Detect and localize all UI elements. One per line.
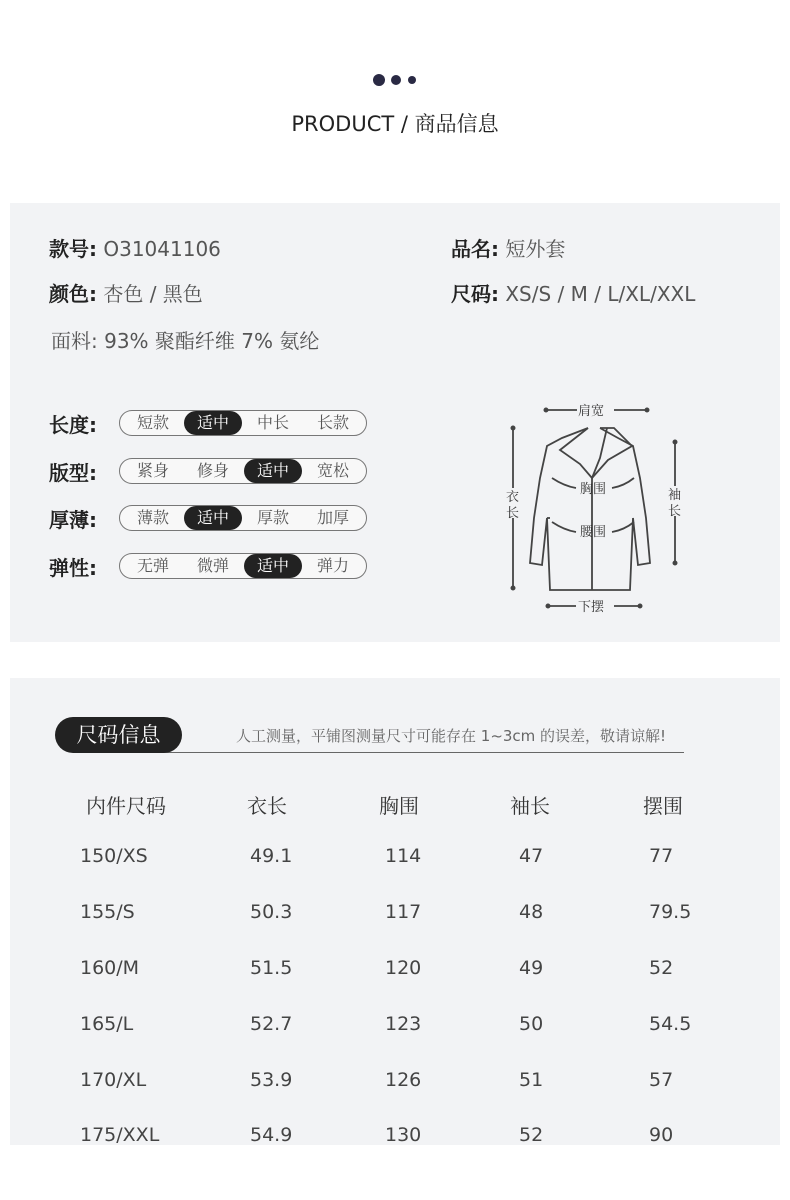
table-cell: 52.7 bbox=[250, 1013, 293, 1035]
table-cell: 77 bbox=[649, 845, 674, 867]
diagram-label-length-1: 衣 bbox=[506, 490, 520, 505]
attribute-label: 版型: bbox=[49, 461, 97, 485]
table-cell: 52 bbox=[649, 957, 674, 979]
table-cell: 114 bbox=[385, 845, 422, 867]
attribute-option-selected: 适中 bbox=[184, 506, 242, 530]
product-color: 颜色: 杏色 / 黑色 bbox=[49, 282, 203, 306]
table-cell: 160/M bbox=[80, 957, 140, 979]
table-header: 衣长 bbox=[247, 794, 287, 818]
attribute-scale bbox=[119, 505, 367, 531]
table-cell: 57 bbox=[649, 1069, 674, 1091]
table-cell: 48 bbox=[519, 901, 544, 923]
diagram-label-waist: 腰围 bbox=[580, 525, 607, 540]
table-cell: 54.9 bbox=[250, 1124, 293, 1146]
attribute-label: 长度: bbox=[49, 413, 97, 437]
table-header: 袖长 bbox=[510, 794, 550, 818]
attribute-option: 中长 bbox=[256, 413, 289, 432]
attribute-option-selected: 适中 bbox=[184, 411, 242, 435]
table-cell: 126 bbox=[385, 1069, 422, 1091]
table-cell: 155/S bbox=[80, 901, 135, 923]
table-cell: 150/XS bbox=[80, 845, 148, 867]
size-info-title: 尺码信息 bbox=[55, 717, 182, 753]
product-fabric: 面料: 93% 聚酯纤维 7% 氨纶 bbox=[51, 329, 320, 353]
table-cell: 79.5 bbox=[649, 901, 692, 923]
page-title: PRODUCT / 商品信息 bbox=[291, 112, 499, 136]
table-cell: 50.3 bbox=[250, 901, 293, 923]
table-cell: 90 bbox=[649, 1124, 674, 1146]
table-header: 胸围 bbox=[379, 794, 419, 818]
diagram-label-length-2: 长 bbox=[506, 506, 520, 521]
table-cell: 47 bbox=[519, 845, 544, 867]
table-cell: 54.5 bbox=[649, 1013, 692, 1035]
diagram-label-chest: 胸围 bbox=[580, 482, 607, 497]
diagram-label-sleeve-2: 长 bbox=[668, 504, 682, 519]
attribute-scale bbox=[119, 553, 367, 579]
table-cell: 49 bbox=[519, 957, 544, 979]
table-cell: 53.9 bbox=[250, 1069, 293, 1091]
table-cell: 123 bbox=[385, 1013, 422, 1035]
product-size: 尺码: XS/S / M / L/XL/XXL bbox=[451, 282, 696, 306]
table-cell: 130 bbox=[385, 1124, 422, 1146]
attribute-option-selected: 适中 bbox=[244, 554, 302, 578]
diagram-label-shoulder: 肩宽 bbox=[578, 404, 605, 419]
attribute-option: 微弹 bbox=[196, 556, 229, 575]
title-underline bbox=[160, 752, 684, 753]
garment-measurement-diagram bbox=[492, 398, 692, 618]
attribute-option: 宽松 bbox=[316, 461, 349, 480]
attribute-label: 弹性: bbox=[49, 556, 97, 580]
table-cell: 51.5 bbox=[250, 957, 293, 979]
table-cell: 120 bbox=[385, 957, 422, 979]
attribute-scale bbox=[119, 458, 367, 484]
attribute-option: 无弹 bbox=[136, 556, 169, 575]
measurement-note: 人工测量，平铺图测量尺寸可能存在 1~3cm 的误差，敬请谅解! bbox=[236, 727, 667, 745]
attribute-option: 紧身 bbox=[136, 461, 169, 480]
attribute-option: 加厚 bbox=[316, 508, 349, 527]
attribute-option: 厚款 bbox=[256, 508, 289, 527]
attribute-scale bbox=[119, 410, 367, 436]
attribute-option: 薄款 bbox=[136, 508, 169, 527]
attribute-option-selected: 适中 bbox=[244, 459, 302, 483]
table-cell: 175/XXL bbox=[80, 1124, 160, 1146]
decorative-dots bbox=[373, 73, 419, 87]
table-cell: 52 bbox=[519, 1124, 544, 1146]
table-header: 摆围 bbox=[643, 794, 683, 818]
attribute-option: 短款 bbox=[136, 413, 169, 432]
table-cell: 170/XL bbox=[80, 1069, 147, 1091]
table-cell: 50 bbox=[519, 1013, 544, 1035]
diagram-label-sleeve-1: 袖 bbox=[668, 488, 682, 503]
style-number: 款号: O31041106 bbox=[49, 237, 221, 261]
table-cell: 49.1 bbox=[250, 845, 293, 867]
product-name: 品名: 短外套 bbox=[451, 237, 566, 261]
attribute-option: 弹力 bbox=[316, 556, 349, 575]
attribute-label: 厚薄: bbox=[49, 508, 97, 532]
table-cell: 117 bbox=[385, 901, 422, 923]
attribute-option: 修身 bbox=[196, 461, 229, 480]
table-cell: 51 bbox=[519, 1069, 544, 1091]
diagram-label-hem: 下摆 bbox=[578, 600, 605, 615]
table-header: 内件尺码 bbox=[86, 794, 166, 818]
attribute-option: 长款 bbox=[316, 413, 349, 432]
table-cell: 165/L bbox=[80, 1013, 134, 1035]
